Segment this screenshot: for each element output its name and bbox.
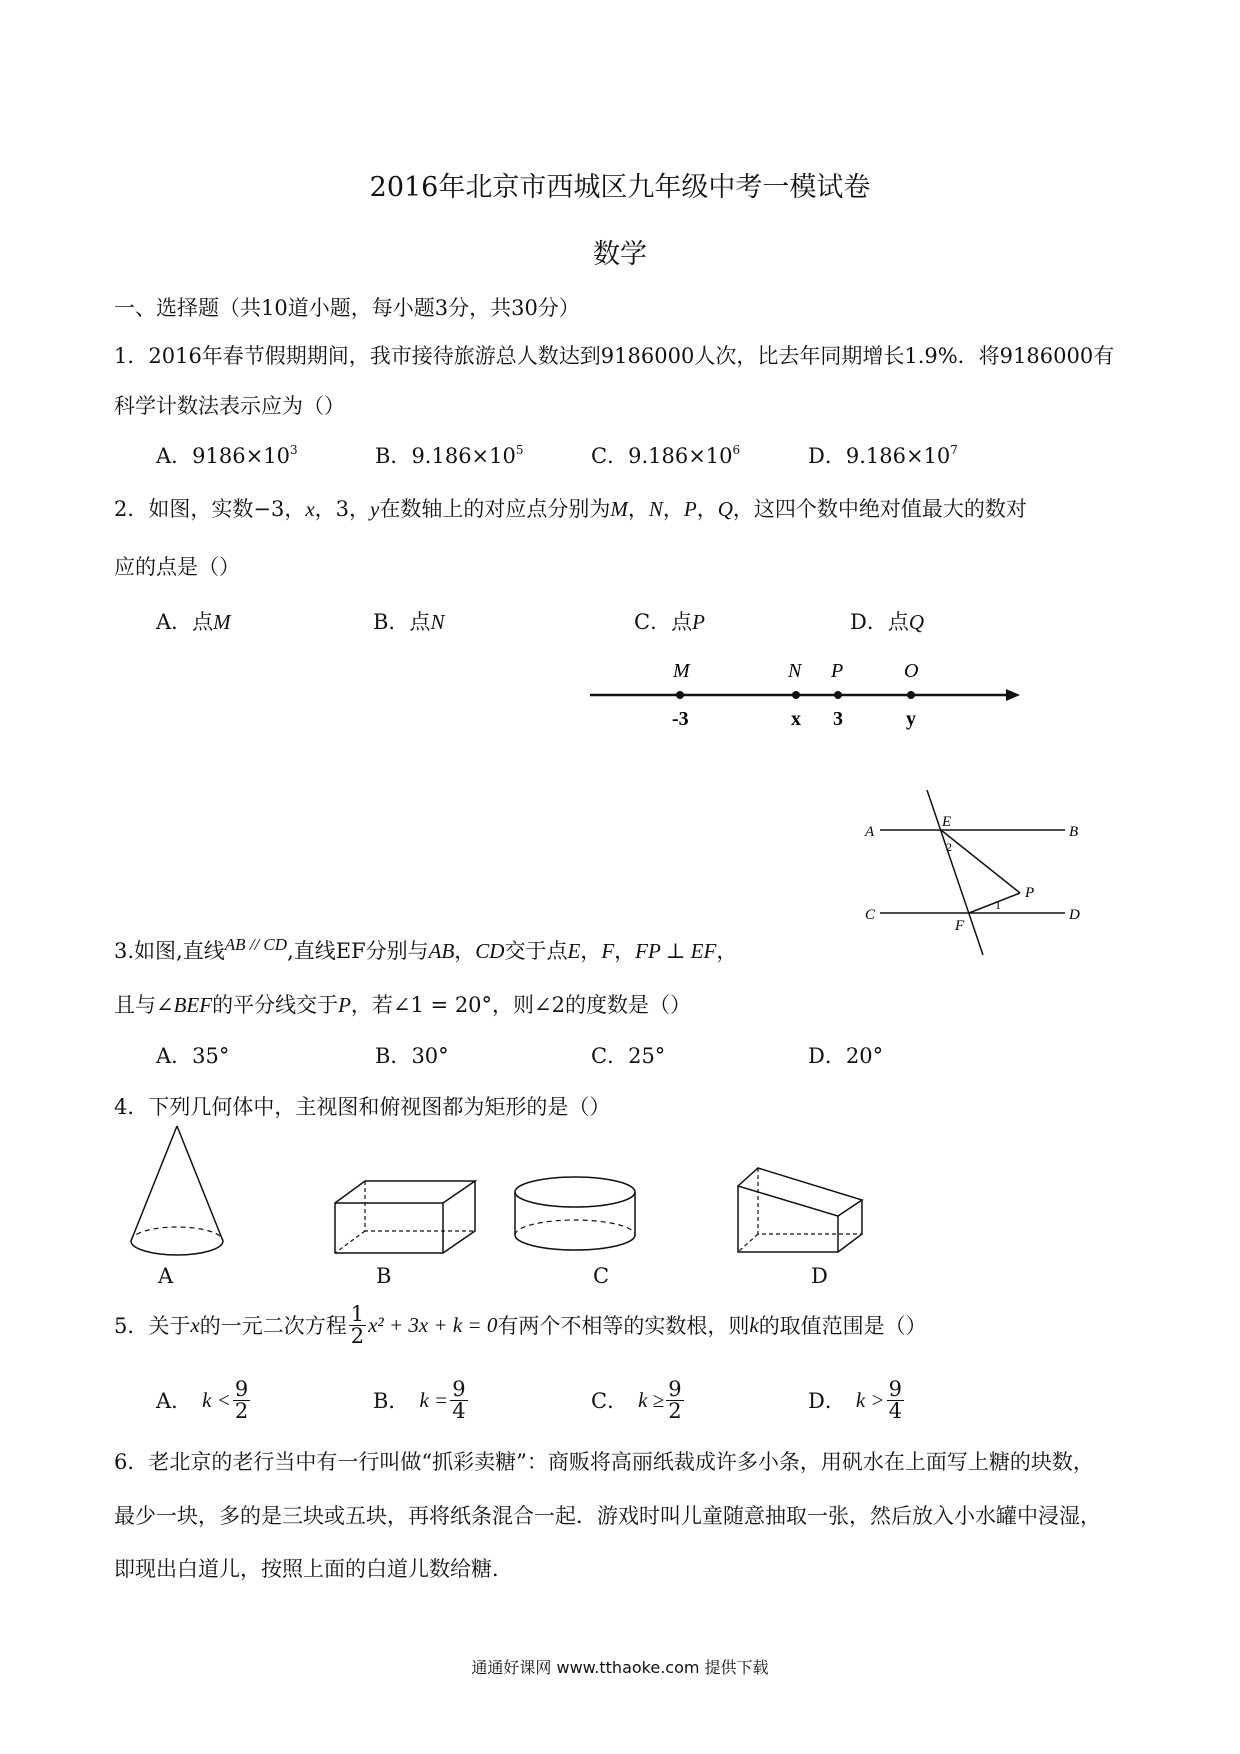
- q2-option-d: D．点Q: [850, 610, 925, 634]
- q3-line1: 3.如图,直线$^{AB // CD}$,直线EF分别与AB，CD交于点E，F，FP ⊥ EF，: [114, 935, 738, 963]
- q1-line2: 科学计数法表示应为（）: [114, 394, 345, 418]
- q6-line2: 最少一块，多的是三块或五块，再将纸条混合一起．游戏时叫儿童随意抽取一张，然后放入小水罐中浸湿，: [114, 1504, 1101, 1528]
- axis-arrow-icon: [1006, 689, 1020, 701]
- q3-line2: 且与∠BEF的平分线交于P，若∠1 = 20°，则∠2的度数是（）: [114, 993, 692, 1017]
- q5-option-b: B． k = $\frac{9}{4}$: [373, 1376, 466, 1423]
- fig-label-a: A: [865, 824, 875, 840]
- point-q: [907, 691, 915, 699]
- fig-label-d: D: [1069, 907, 1080, 923]
- cuboid-figure: [325, 1175, 495, 1255]
- q2-line1: 2．如图，实数−3，x，3，y在数轴上的对应点分别为M，N，P，Q，这四个数中绝对值最大的数对: [114, 497, 1027, 521]
- q1-option-b: B．$9.186\times 10^5$: [375, 443, 524, 468]
- q5-option-d: D． k > $\frac{9}{4}$: [808, 1376, 902, 1423]
- q1-option-a: A．$9186\times 10^3$: [156, 443, 298, 468]
- footer-text: 通通好课网 www.tthaoke.com 提供下载: [471, 1658, 769, 1677]
- page-title: 2016年北京市西城区九年级中考一模试卷: [369, 172, 871, 203]
- cylinder-figure: [510, 1170, 650, 1260]
- q4-label-d: D: [811, 1264, 828, 1288]
- fig-angle-1: 1: [995, 898, 1001, 912]
- q3-option-d: D．20°: [808, 1044, 884, 1068]
- parallel-lines-figure: [855, 785, 1095, 960]
- segment-ep: [941, 830, 1020, 893]
- q1-option-d: D．$9.186\times 10^7$: [808, 443, 958, 468]
- q2-line2: 应的点是（）: [114, 555, 240, 579]
- q1-option-c: C．$9.186\times 10^6$: [591, 443, 741, 468]
- q5-option-a: A． k < $\frac{9}{2}$: [156, 1376, 249, 1423]
- q1-line1: 1．2016年春节假期期间，我市接待旅游总人数达到9186000人次，比去年同期增长1.9%．将9186000有: [114, 344, 1115, 368]
- fig-label-b: B: [1069, 824, 1079, 840]
- label-p: P: [831, 660, 844, 682]
- number-line-figure: [580, 655, 1030, 755]
- q4-label-a: A: [158, 1264, 174, 1288]
- point-m: [676, 691, 684, 699]
- q6-line3: 即现出白道儿，按照上面的白道儿数给糖．: [114, 1557, 513, 1581]
- q5-fraction: $\frac{1}{2}$: [350, 1301, 365, 1348]
- fig-label-c: C: [865, 907, 876, 923]
- value-m: -3: [672, 708, 689, 730]
- q3-option-a: A．35°: [156, 1044, 230, 1068]
- fig-label-e: E: [942, 814, 952, 830]
- label-q: O: [904, 660, 919, 682]
- fig-label-p: P: [1025, 885, 1035, 901]
- q3-option-b: B．30°: [375, 1044, 449, 1068]
- cone-figure: [115, 1120, 235, 1260]
- prism-figure: [730, 1160, 870, 1260]
- point-n: [792, 691, 800, 699]
- value-p: 3: [833, 708, 843, 730]
- q4-text: 4．下列几何体中，主视图和俯视图都为矩形的是（）: [114, 1095, 611, 1119]
- fig-label-f: F: [955, 918, 965, 934]
- value-q: y: [906, 708, 916, 730]
- q3-option-c: C．25°: [591, 1044, 666, 1068]
- point-p: [834, 691, 842, 699]
- label-m: M: [673, 660, 690, 682]
- label-n: N: [788, 660, 802, 682]
- fig-angle-2: 2: [946, 840, 952, 854]
- value-n: x: [791, 708, 801, 730]
- page-subtitle: 数学: [593, 239, 647, 270]
- q2-option-b: B．点N: [373, 610, 445, 634]
- q2-option-a: A．点M: [156, 610, 231, 634]
- q4-label-b: B: [376, 1264, 392, 1288]
- q2-option-c: C．点P: [634, 610, 705, 634]
- q5-option-c: C． k ≥ $\frac{9}{2}$: [591, 1376, 682, 1423]
- q5-line: 5．关于 x 的一元二次方程 $\frac{1}{2}$ x² + 3x + k = 0 有两个不相等的实数根，则 k 的取值范围是（）: [114, 1301, 927, 1348]
- section-heading: 一、选择题（共10道小题，每小题3分，共30分）: [114, 296, 580, 320]
- q4-label-c: C: [593, 1264, 610, 1288]
- q6-line1: 6．老北京的老行当中有一行叫做“抓彩卖糖”：商贩将高丽纸裁成许多小条，用矾水在上面写上糖的块数，: [114, 1450, 1094, 1474]
